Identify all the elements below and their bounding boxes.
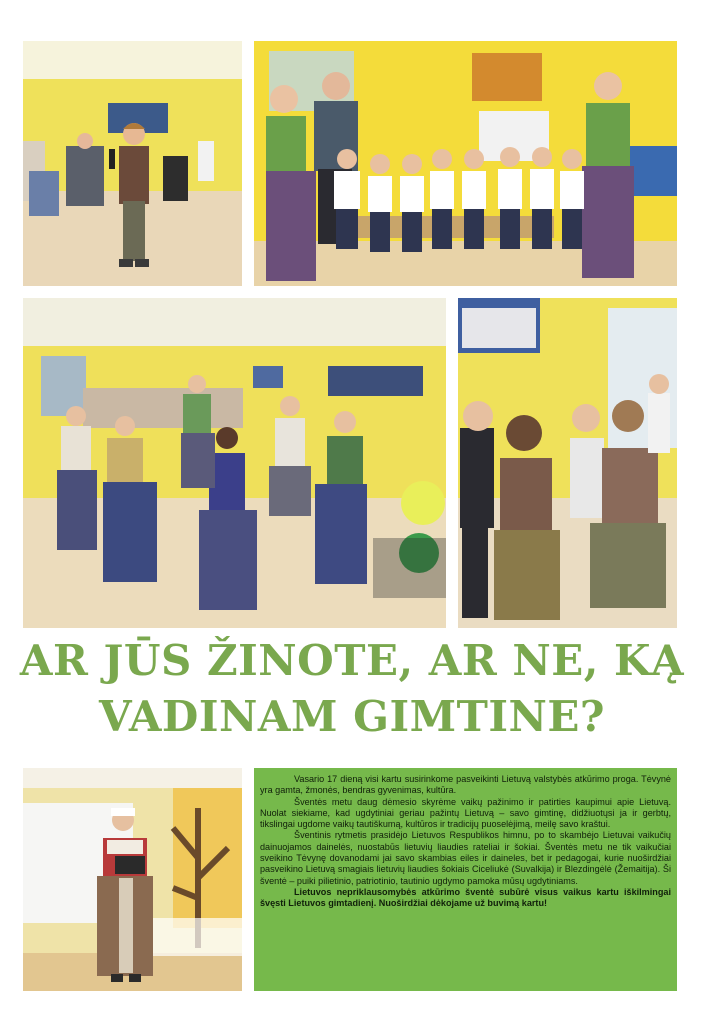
title-line-1: AR JŪS ŽINOTE, AR NE, KĄ	[19, 636, 685, 685]
article-paragraph-2: Šventės metu daug dėmesio skyrėme vaikų pažinimo ir patirties kaupimui apie Lietuvą. Nuolat siekiame, kad ugdytiniai geriau pažintų Lietuvą – savo gimtinę, didžiuotųsi ja ir gerbtų, tikslingai ugdome vaikų tautiškumą, kultūros ir tradicijų puoselėjimą, meilę savo kraštui.	[260, 796, 671, 830]
article-paragraph-1: Vasario 17 dieną visi kartu susirinkome pasveikinti Lietuvą valstybės atkūrimo proga. Tėvynė yra gamta, žmonės, bendras gyvenimas, kultūra.	[260, 774, 671, 796]
page-title	[0, 633, 704, 745]
title-line-2: VADINAM GIMTINE?	[99, 692, 605, 741]
photo-boy-reciting	[23, 41, 242, 286]
article-paragraph-3: Šventinis rytmetis prasidėjo Lietuvos Respublikos himnu, po to skambėjo Lietuvai vaikučių dainuojamos dainelės, nuostabūs lietuvių liaudies rateliai ir šokiai. Šventės metu ne tik vaikučiai sveikino Tėvynę dovanodami jai savo skambias eiles ir daineles, bet ir pedagogai, kurie nuoširdžiai pasveikino Lietuvą smagiais lietuvių liaudies šokiais Ciceliukė (Suvalkija) ir Blezdingėlė (Žemaitija). Ši šventė – puiki pilietinio, patriotinio, tautinio ugdymo pamoka mūsų ugdytiniams.	[260, 830, 671, 886]
article-paragraph-4: Lietuvos nepriklausomybės atkūrimo šventė subūrė visus vaikus kartu iškilmingai švęsti Lietuvos gimtadienį. Nuoširdžiai dėkojame už buvimą kartu!	[260, 886, 671, 909]
photo-woman-reading	[23, 768, 242, 991]
photo-children-in-line	[254, 41, 677, 286]
photo-children-dancing	[458, 298, 677, 628]
photo-folk-dance-circle	[23, 298, 446, 628]
article-textbox	[254, 768, 677, 991]
